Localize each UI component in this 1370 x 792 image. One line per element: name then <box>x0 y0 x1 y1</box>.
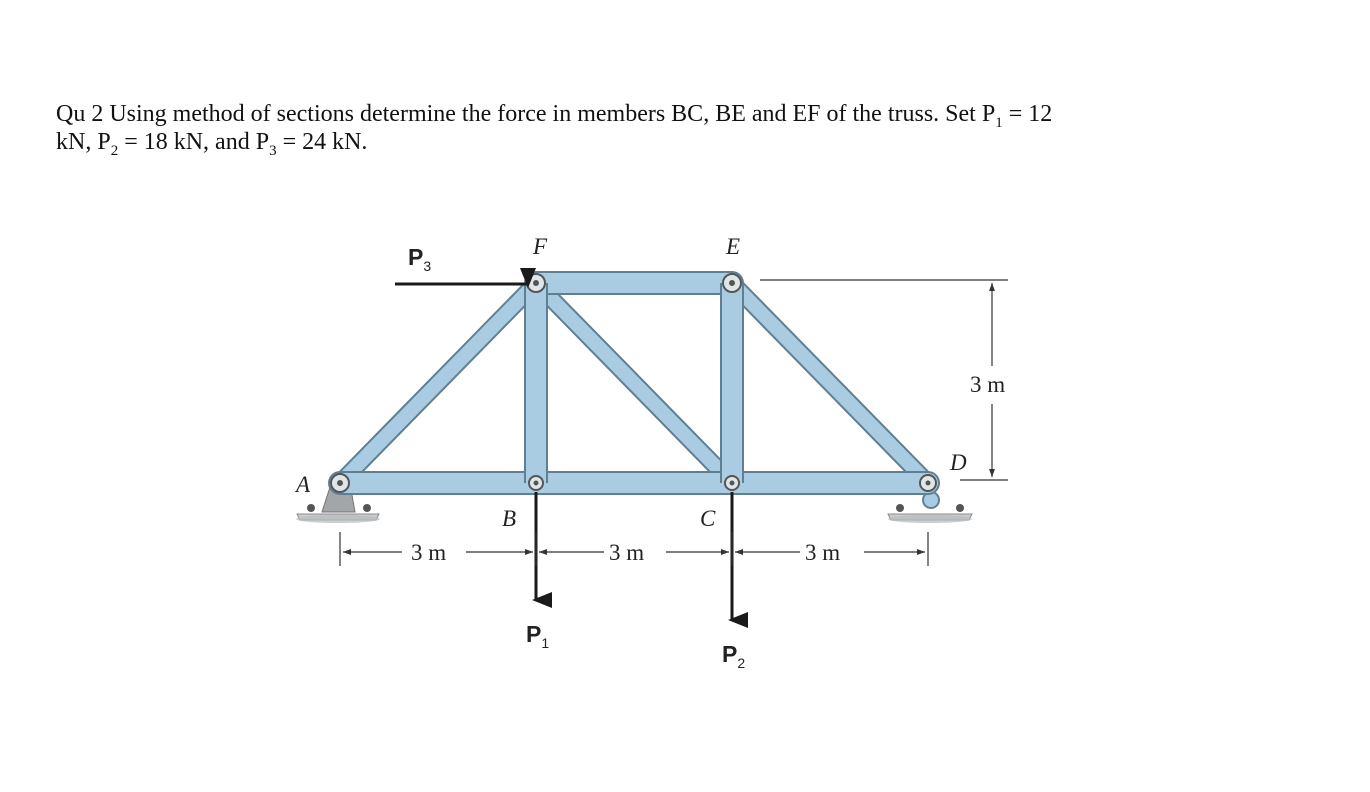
truss-members <box>340 283 928 483</box>
joint-label-a: A <box>296 472 311 497</box>
p3-subscript: 3 <box>269 142 277 159</box>
joint-label-d: D <box>950 450 967 475</box>
question-line-1-text: Qu 2 Using method of sections determine the force in members BC, BE and EF of the truss. Set P <box>56 101 996 127</box>
joint-label-c: C <box>700 506 716 531</box>
joint-label-b: B <box>502 506 517 531</box>
p2-subscript: 2 <box>110 142 119 159</box>
dim-label-span-1: 3 m <box>411 540 447 565</box>
dim-label-span-2: 3 m <box>609 540 645 565</box>
dim-label-span-3: 3 m <box>805 540 841 565</box>
joint-label-f: F <box>533 234 548 259</box>
p1-subscript: 1 <box>995 114 1003 131</box>
load-label-p3: P3 <box>408 244 432 274</box>
dim-label-height: 3 m <box>970 372 1006 397</box>
joint-label-e: E <box>726 234 741 259</box>
question-line-2-text-b: = 18 kN, and P <box>118 129 270 155</box>
question-line-2-text-a: kN, P <box>56 129 111 155</box>
question-line-2-text-c: = 24 kN. <box>276 129 368 155</box>
load-label-p1: P1 <box>526 621 550 651</box>
question-line-1-value: = 12 <box>1002 101 1053 127</box>
roller-support-d <box>888 492 972 523</box>
load-label-p2: P2 <box>722 641 746 671</box>
